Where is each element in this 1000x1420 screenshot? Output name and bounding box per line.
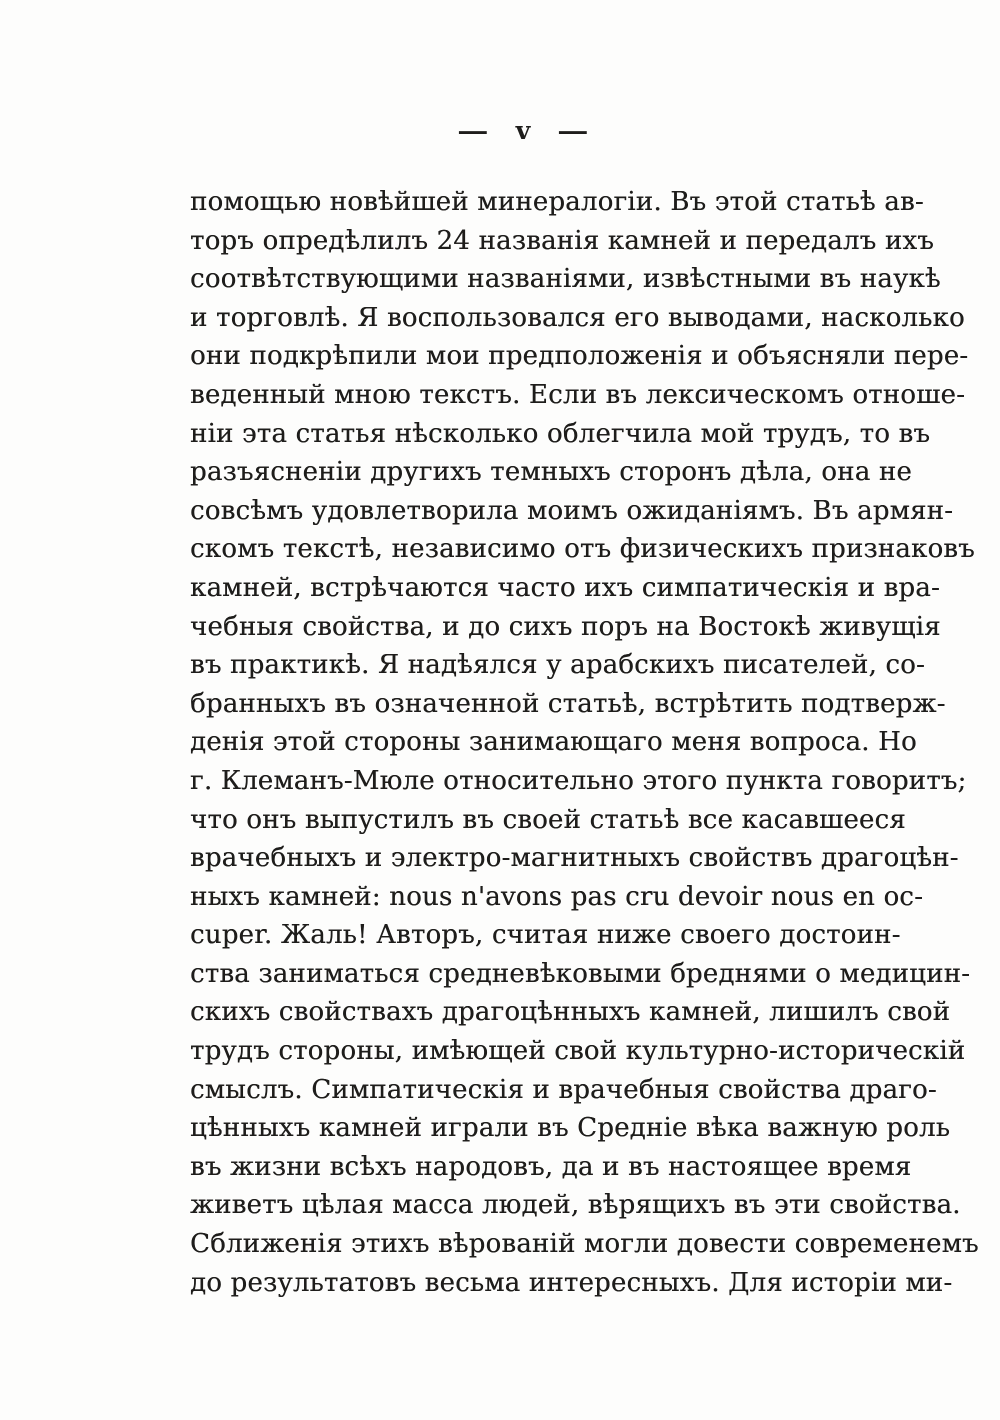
text-line: они подкрѣпили мои предположенія и объясняли пере- xyxy=(190,341,969,372)
text-line: скихъ свойствахъ драгоцѣнныхъ камней, лишилъ свой xyxy=(190,997,951,1028)
text-line: веденный мною текстъ. Если въ лексическомъ отноше- xyxy=(190,379,966,410)
text-line: въ практикѣ. Я надѣялся у арабскихъ писателей, со- xyxy=(190,650,925,681)
header-left-dash: — xyxy=(456,116,490,145)
text-line: помощью новѣйшей минералогіи. Въ этой статьѣ ав- xyxy=(190,187,924,217)
text-line: камней, встрѣчаются часто ихъ симпатическія и вра- xyxy=(190,572,940,603)
text-line: торъ опредѣлилъ 24 названія камней и передалъ ихъ xyxy=(190,225,934,256)
page-number: v xyxy=(515,116,532,145)
text-line: трудъ стороны, имѣющей свой культурно-историческій xyxy=(190,1036,966,1067)
text-line: что онъ выпустилъ въ своей статьѣ все касавшееся xyxy=(190,804,906,835)
text-line: живетъ цѣлая масса людей, вѣрящихъ въ эти свойства. xyxy=(190,1190,961,1221)
text-line: и торговлѣ. Я воспользовался его выводами, насколько xyxy=(190,302,965,333)
text-lines xyxy=(190,183,979,1302)
text-line: скомъ текстѣ, независимо отъ физическихъ признаковъ xyxy=(190,534,975,565)
text-line: смыслъ. Симпатическія и врачебныя свойства драго- xyxy=(190,1074,937,1105)
text-line: ныхъ камней: nous n'avons pas cru devoir nous en oc- xyxy=(190,881,924,912)
text-line: Сближенія этихъ вѣрованій могли довести современемъ xyxy=(190,1229,979,1260)
header-right-dash: — xyxy=(557,116,591,145)
text-line: бранныхъ въ означенной статьѣ, встрѣтить подтверж- xyxy=(190,688,946,719)
text-line: разъясненіи другихъ темныхъ сторонъ дѣла, она не xyxy=(190,457,912,488)
text-line: до результатовъ весьма интересныхъ. Для исторіи ми- xyxy=(190,1267,953,1298)
text-line: соотвѣтствующими названіями, извѣстными въ наукѣ xyxy=(190,264,941,295)
text-line: чебныя свойства, и до сихъ поръ на Востокѣ живущія xyxy=(190,611,941,642)
text-line: врачебныхъ и электро-магнитныхъ свойствъ драгоцѣн- xyxy=(190,843,959,874)
text-line: cuper. Жаль! Авторъ, считая ниже своего достоин- xyxy=(190,920,901,951)
text-line: совсѣмъ удовлетворила моимъ ожиданіямъ. Въ армян- xyxy=(190,495,954,526)
text-line: денія этой стороны занимающаго меня вопроса. Но xyxy=(190,727,917,758)
page-header xyxy=(190,116,857,145)
text-line: цѣнныхъ камней играли въ Средніе вѣка важную роль xyxy=(190,1113,951,1144)
text-line: ства заниматься средневѣковыми бреднями о медицин- xyxy=(190,958,971,989)
text-line: въ жизни всѣхъ народовъ, да и въ настоящее время xyxy=(190,1151,912,1182)
text-line: ніи эта статья нѣсколько облегчила мой трудъ, то въ xyxy=(190,418,931,449)
text-line: г. Клеманъ-Мюле относительно этого пункта говоритъ; xyxy=(190,765,967,796)
